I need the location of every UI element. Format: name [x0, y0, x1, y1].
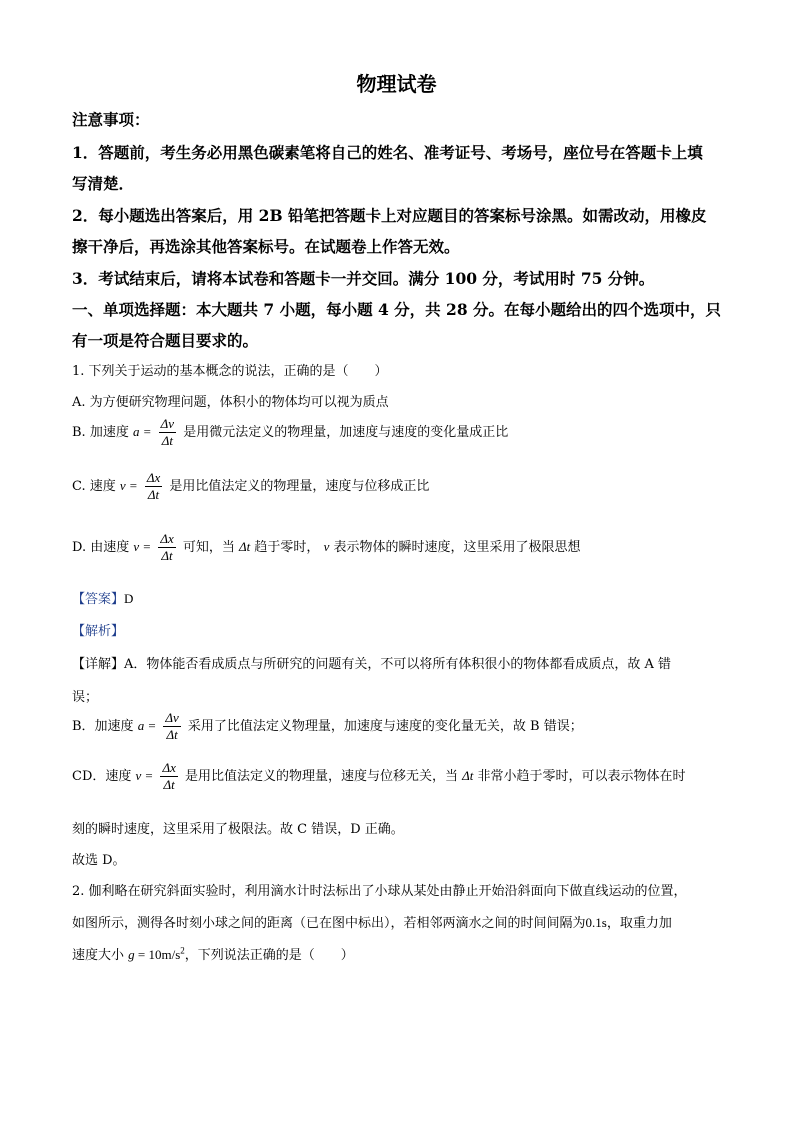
q1-detail-b-eq: a =: [137, 718, 157, 733]
q2-g-exponent: 2: [180, 945, 185, 956]
q2-line1: 2. 伽利略在研究斜面实验时，利用滴水计时法标出了小球从某处由静止开始沿斜面向下做直线运动的位置，: [72, 884, 687, 899]
q1-option-c-fraction: [145, 470, 162, 503]
q1-option-c-denominator: Δt: [147, 487, 160, 502]
q1-option-d-fraction: [158, 531, 175, 564]
q1-option-d-text1: 可知，当: [182, 540, 235, 555]
q1-detail-cd-delta-t: Δt: [462, 768, 474, 783]
q1-option-d-prefix: D. 由速度: [72, 540, 130, 555]
q1-option-d-eq: v =: [133, 539, 152, 554]
q2-line3-prefix: 速度大小: [72, 948, 125, 963]
q1-answer: [72, 588, 133, 607]
q1-answer-value: D: [124, 591, 134, 606]
q1-detail-cd-text1: 是用比值法定义的物理量，速度与位移无关，当: [185, 769, 459, 784]
q1-choose: 故选 D。: [72, 853, 126, 868]
page-title: 物理试卷: [356, 72, 437, 96]
q1-detail-b-denominator: Δt: [166, 727, 178, 742]
q1-option-b-eq: a =: [132, 424, 152, 439]
q1-detail-cd-denominator: Δt: [163, 777, 175, 792]
q1-option-c-text: 是用比值法定义的物理量，速度与位移成正比: [169, 479, 430, 494]
q1-detail-cd: [72, 760, 686, 793]
q1-stem: 1. 下列关于运动的基本概念的说法，正确的是（ ）: [72, 364, 388, 379]
q2-time-interval: 0.1s: [585, 915, 607, 930]
notice-heading: 注意事项：: [72, 110, 150, 129]
q1-option-c-prefix: C. 速度: [72, 479, 116, 494]
q2-g-value: = 10m/s: [134, 947, 181, 962]
q1-detail-cd-prefix: CD．速度: [72, 769, 132, 784]
notice-item-2b: 擦干净后，再选涂其他答案标号。在试题卷上作答无效。: [72, 237, 460, 256]
q1-option-d-text3: 表示物体的瞬时速度，这里采用了极限思想: [333, 540, 581, 555]
q1-detail-b: [72, 710, 583, 743]
notice-item-1b: 写清楚．: [72, 174, 135, 193]
q1-option-c-eq: v =: [119, 478, 138, 493]
section-heading-line2: 有一项是符合题目要求的。: [72, 331, 259, 350]
section-heading-line1: 一、单项选择题：本大题共 7 小题，每小题 4 分，共 28 分。在每小题给出的四个选项中，只: [72, 300, 722, 319]
q2-line2-suffix: ，取重力加: [606, 916, 672, 931]
q1-option-d-numerator: Δx: [160, 531, 174, 546]
q1-option-d-denominator: Δt: [161, 548, 173, 563]
q1-option-c-numerator: Δx: [146, 470, 161, 485]
q1-option-b-prefix: B. 加速度: [72, 425, 129, 440]
q1-option-d-delta-t: Δt: [239, 539, 251, 554]
q1-option-d-v: v: [323, 539, 330, 554]
q1-option-d-text2: 趋于零时，: [254, 540, 320, 555]
q1-detail-cd-eq: v =: [135, 768, 154, 783]
q1-option-b: [72, 416, 508, 449]
notice-item-3: 3．考试结束后，请将本试卷和答题卡一并交回。满分 100 分，考试用时 75 分钟。: [72, 269, 655, 288]
q1-detail-cd-text2: 非常小趋于零时，可以表示物体在时: [477, 769, 686, 784]
q1-detail-b-text: 采用了比值法定义物理量，加速度与速度的变化量无关，故 B 错误；: [187, 719, 583, 734]
q1-detail-b-numerator: Δv: [165, 710, 179, 725]
q1-option-d: [72, 531, 581, 564]
q1-option-b-numerator: Δv: [160, 416, 175, 431]
q1-detail-cd-numerator: Δx: [162, 760, 176, 775]
q1-detail-line1: 【详解】A．物体能否看成质点与所研究的问题有关，不可以将所有体积很小的物体都看成质点，故 A 错: [72, 657, 672, 672]
q2-line2: [72, 912, 672, 931]
q1-answer-label: 【答案】: [72, 592, 125, 607]
notice-item-1a: 1．答题前，考生务必用黑色碳素笔将自己的姓名、准考证号、考场号，座位号在答题卡上填: [72, 143, 703, 162]
q1-detail-line2: 误；: [72, 690, 99, 705]
q1-option-b-denominator: Δt: [161, 433, 173, 448]
q1-detail-cd-line2: 刻的瞬时速度，这里采用了极限法。故 C 错误，D 正确。: [72, 822, 404, 837]
q1-option-a: A. 为方便研究物理问题，体积小的物体均可以视为质点: [72, 395, 389, 410]
q1-detail-cd-fraction: [160, 760, 177, 793]
q2-line3-suffix: ，下列说法正确的是（ ）: [184, 948, 354, 963]
q2-g-symbol: g: [128, 947, 135, 962]
q2-line2-prefix: 如图所示，测得各时刻小球之间的距离（已在图中标出），若相邻两滴水之间的时间间隔为: [72, 916, 586, 931]
q1-option-b-fraction: [159, 416, 176, 449]
notice-item-2a: 2．每小题选出答案后，用 2B 铅笔把答题卡上对应题目的答案标号涂黑。如需改动，用橡皮: [72, 206, 707, 225]
q1-option-b-text: 是用微元法定义的物理量，加速度与速度的变化量成正比: [183, 425, 509, 440]
q1-option-c: [72, 470, 429, 503]
q1-detail-b-fraction: [163, 710, 180, 743]
q1-detail-b-prefix: B．加速度: [72, 719, 134, 734]
q2-line3: [72, 944, 354, 963]
q1-analysis-label: 【解析】: [72, 624, 125, 639]
